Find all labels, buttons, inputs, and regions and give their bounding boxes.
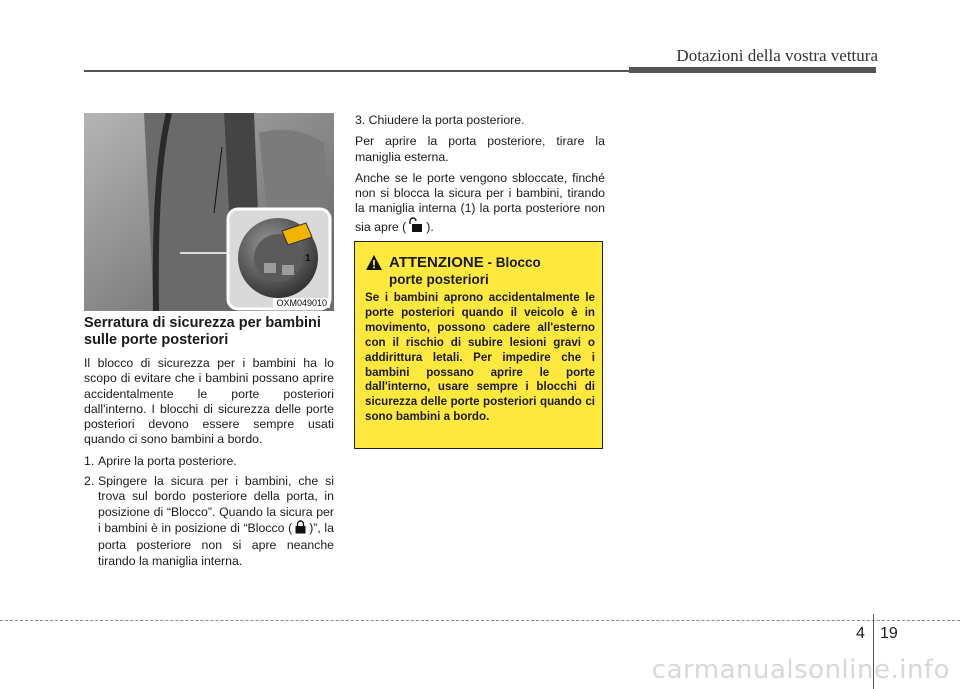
warning-title-sub: porte posteriori [389, 272, 489, 287]
page-header-title: Dotazioni della vostra vettura [676, 46, 878, 65]
right-column [355, 113, 605, 243]
warning-title-separator: - Blocco [483, 255, 541, 270]
figure-callout-number: 1 [305, 253, 311, 264]
header-rule-accent [629, 67, 876, 73]
step-number: 1. [84, 453, 95, 468]
step-number: 2. [84, 474, 95, 489]
warning-body: Se i bambini aprono accidentalmente le porte posteriori quando il veicolo è in movimento, possono cadere all'esterno con il rischio di subire lesioni gravi o addirittura letali. Per impedire che i bambini possano aprire le porte dall'interno, usare sempre i blocchi di sicurezza delle porte posteriori quando ci sono bambini a bordo. [365, 291, 595, 424]
step-text: Aprire la porta posteriore. [98, 453, 237, 468]
unlock-text-before: Anche se le porte vengono sbloccate, finché non si blocca la sicura per i bambini, tirando la maniglia interna (1) la porta posteriore non sia apre ( [355, 170, 605, 234]
step-3-text: 3. Chiudere la porta posteriore. [355, 113, 525, 127]
warning-title [365, 254, 541, 288]
unlock-text-after: ). [426, 219, 434, 234]
lock-closed-icon [294, 520, 307, 538]
unlock-paragraph [355, 171, 605, 237]
door-edge-drawing [84, 113, 334, 311]
figure-code: OXM049010 [273, 298, 330, 308]
step-item [84, 454, 334, 469]
footer-rule [0, 620, 960, 621]
intro-paragraph: Il blocco di sicurezza per i bambini ha lo scopo di evitare che i bambini possano aprire accidentalmente le porte posteriori dall'interno. I blocchi di sicurezza delle porte posteriori devono essere sempre usati quando ci sono bambini a bordo. [84, 356, 334, 447]
header-rule [84, 70, 629, 72]
lock-open-icon [408, 217, 424, 237]
step-text-after: )”, la porta posteriore non si apre neanche tirando la maniglia interna. [98, 520, 334, 568]
warning-box [354, 241, 603, 449]
warning-title-main: ATTENZIONE [389, 254, 484, 271]
section-heading: Serratura di sicurezza per bambini sulle porte posteriori [84, 315, 321, 348]
child-lock-illustration [84, 113, 334, 311]
open-door-paragraph: Per aprire la porta posteriore, tirare la maniglia esterna. [355, 134, 605, 164]
warning-triangle-icon [365, 254, 383, 276]
step-item [84, 474, 334, 569]
chapter-number: 4 [856, 625, 865, 642]
step-text [98, 474, 334, 569]
page-number: 19 [880, 625, 898, 642]
watermark: carmanualsonline.info [651, 655, 950, 685]
step-text-before: Spingere la sicura per i bambini, che si trova sul bordo posteriore della porta, in posizione di “Blocco”. Quando la sicura per i bambini è in posizione di “Blocco ( [98, 474, 334, 535]
left-column [84, 315, 334, 574]
